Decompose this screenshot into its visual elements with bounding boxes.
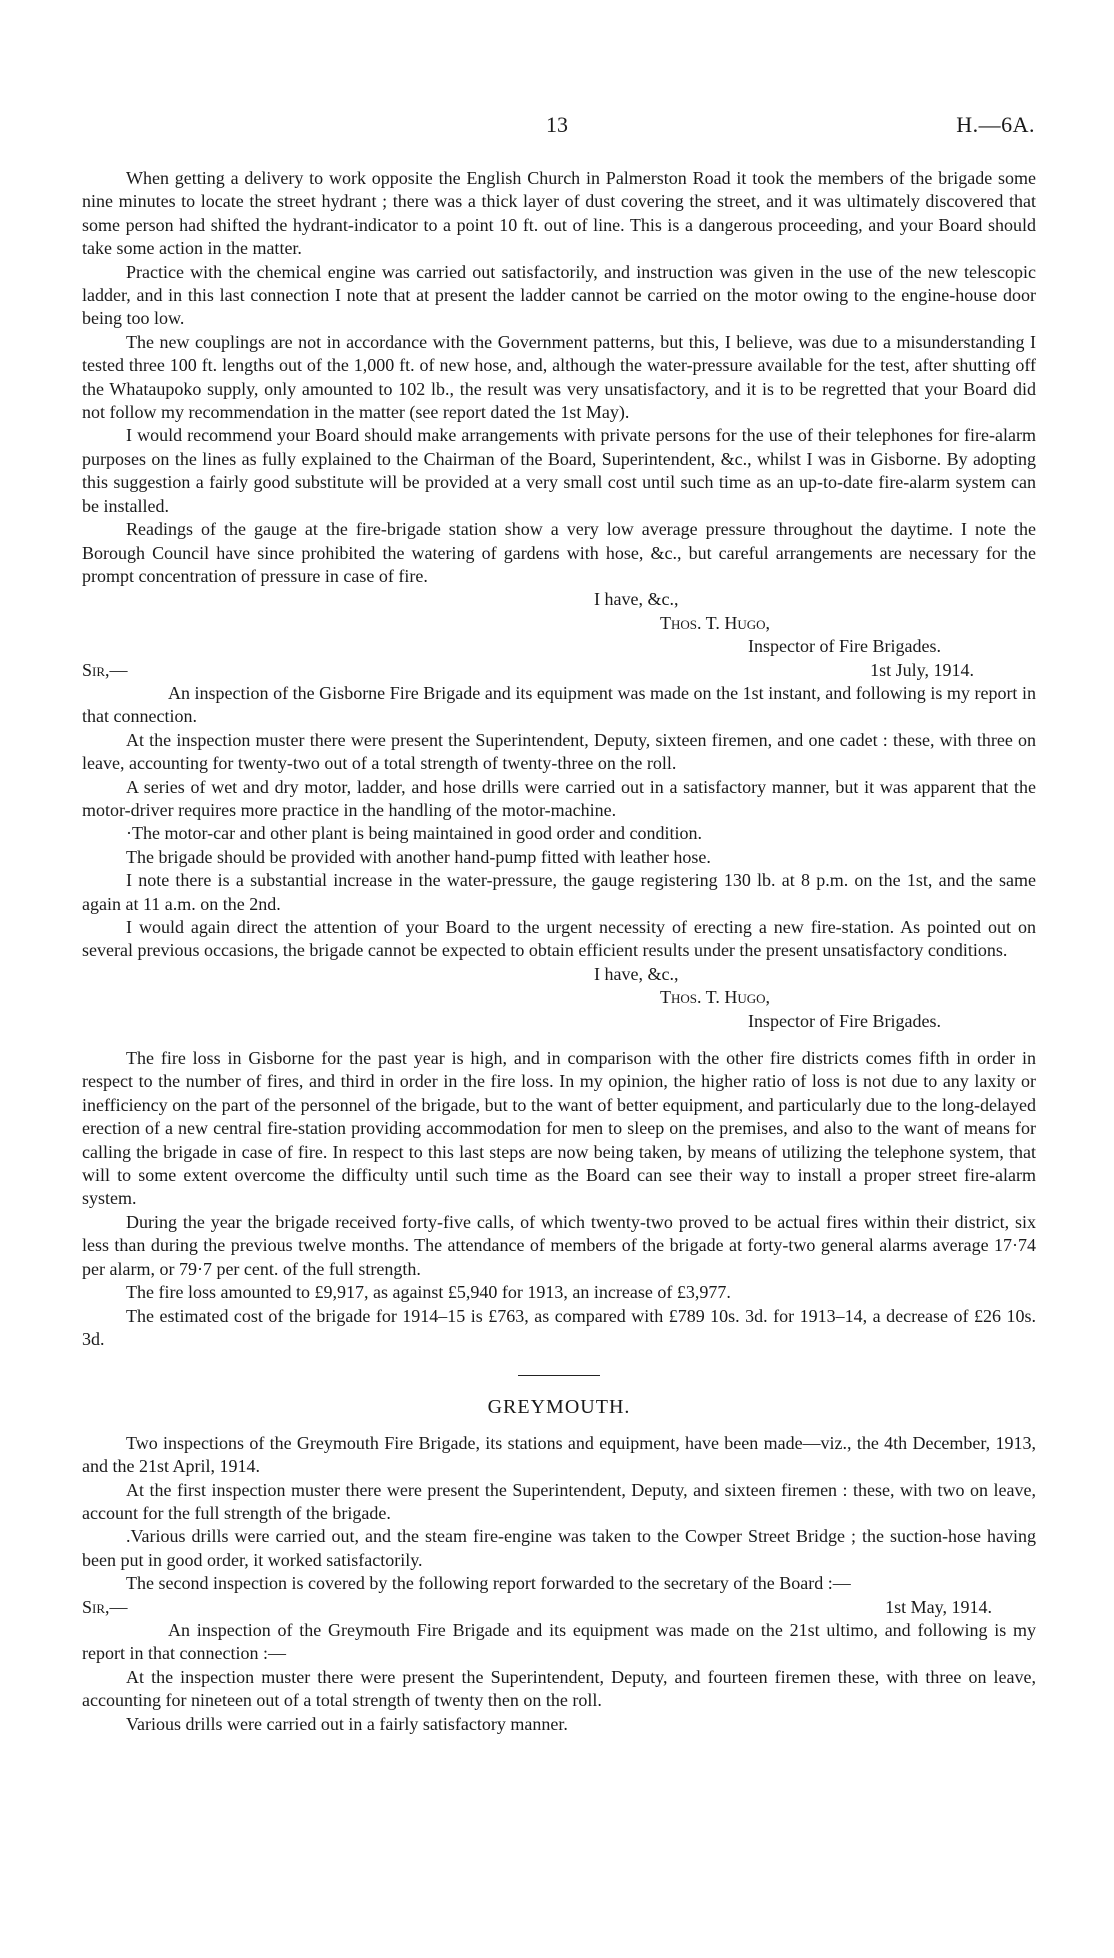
paragraph: I would recommend your Board should make arrangements with private persons for the use of their telephones for fire-alarm purposes on the lines as fully explained to the Chairman of the Board, Superintendent, &c., whilst I was in Gisborne. By adopting this suggestion a fairly good substitute will be provided at a very small cost until such time as an up-to-date fire-alarm system can be installed. <box>82 425 1036 516</box>
paragraph: At the first inspection muster there were present the Superintendent, Deputy, and sixteen firemen : these, with two on leave, account for the full strength of the brigade. <box>82 1479 1036 1523</box>
paragraph: The new couplings are not in accordance with the Government patterns, but this, I believe, was due to a misunderstanding I tested three 100 ft. lengths out of the 1,000 ft. of new hose, and, although the water-pressure available for the test, after shutting off the Whataupoko supply, only amounted to 102 lb., the result was very unsatisfactory, and it is to be regretted that your Board did not follow my recommendation in the matter (see report dated the 1st May). <box>82 331 1036 423</box>
page-header <box>0 112 1114 142</box>
paragraph: A series of wet and dry motor, ladder, and hose drills were carried out in a satisfactory manner, but it was apparent that the motor-driver requires more practice in the handling of the motor-machine. <box>82 776 1036 820</box>
paragraph: Practice with the chemical engine was carried out satisfactorily, and instruction was given in the use of the new telescopic ladder, and in this last connection I note that at present the ladder cannot be carried on the motor owing to the engine-house door being too low. <box>82 261 1036 329</box>
paragraph: .Various drills were carried out, and the steam fire-engine was taken to the Cowper Street Bridge ; the suction-hose having been put in good order, it worked satisfactorily. <box>82 1526 1036 1570</box>
signature-title: Inspector of Fire Brigades. <box>748 1010 941 1031</box>
paragraph: At the inspection muster there were present the Superintendent, Deputy, and fourteen firemen these, with three on leave, accounting for nineteen out of a total strength of twenty then on the roll. <box>82 1666 1036 1711</box>
letter-date: 1st May, 1914. <box>885 1596 992 1617</box>
page-number: 13 <box>546 112 568 137</box>
paragraph: An inspection of the Gisborne Fire Brigade and its equipment was made on the 1st instant, and following is my report in that connection. <box>82 682 1036 727</box>
signature-title: Inspector of Fire Brigades. <box>748 636 941 657</box>
signature-name: Thos. T. Hugo, <box>660 987 770 1008</box>
salutation: Sir,— <box>82 1596 128 1617</box>
document-code: H.—6A. <box>956 112 1035 137</box>
paragraph: Readings of the gauge at the fire-brigade station show a very low average pressure throughout the daytime. I note the Borough Council have since prohibited the watering of gardens with hose, &c., but careful arrangements are necessary for the prompt concentration of pressure in case of fire. <box>82 519 1036 586</box>
paragraph: The estimated cost of the brigade for 1914–15 is £763, as compared with £789 10s. 3d. for 1913–14, a decrease of £26 10s. 3d. <box>82 1305 1036 1349</box>
paragraph: When getting a delivery to work opposite the English Church in Palmerston Road it took the members of the brigade some nine minutes to locate the street hydrant ; there was a thick layer of dust covering the street, and it was ultimately discovered that some person had shifted the hydrant-indicator to a point 10 ft. out of line. This is a dangerous proceeding, and your Board should take some action in the matter. <box>82 168 1036 259</box>
paragraph: I would again direct the attention of your Board to the urgent necessity of erecting a new fire-station. As pointed out on several previous occasions, the brigade cannot be expected to obtain efficient results under the present unsatisfactory conditions. <box>82 917 1036 961</box>
section-divider <box>518 1375 600 1376</box>
paragraph: The fire loss amounted to £9,917, as against £5,940 for 1913, an increase of £3,977. <box>126 1282 731 1303</box>
paragraph: The fire loss in Gisborne for the past year is high, and in comparison with the other fire districts comes fifth in order in respect to the number of fires, and third in order in the fire loss. In my opinion, the higher ratio of loss is not due to any laxity or inefficiency on the part of the personnel of the brigade, but to the want of better equipment, and particularly due to the long-delayed erection of a new central fire-station providing accommodation for men to sleep on the premises, and also to the want of means for calling the brigade in case of fire. In respect to this last steps are now being taken, by means of utilizing the telephone system, that will to some extent overcome the difficulty until such time as the Board can see their way to install a proper street fire-alarm system. <box>82 1048 1036 1209</box>
signature-closing: I have, &c., <box>594 963 679 984</box>
section-heading: GREYMOUTH. <box>487 1396 631 1419</box>
paragraph: Two inspections of the Greymouth Fire Brigade, its stations and equipment, have been made—viz., the 4th December, 1913, and the 21st April, 1914. <box>82 1432 1036 1477</box>
signature-name: Thos. T. Hugo, <box>660 612 770 633</box>
report-body <box>82 167 1036 1736</box>
paragraph: The second inspection is covered by the following report forwarded to the secretary of the Board :— <box>126 1573 851 1594</box>
letter-date: 1st July, 1914. <box>870 659 974 680</box>
paragraph: Various drills were carried out in a fairly satisfactory manner. <box>126 1713 568 1734</box>
salutation: Sir,— <box>82 659 128 680</box>
letter-dateline <box>82 659 1036 682</box>
letter-dateline <box>82 1596 1036 1619</box>
signature-closing: I have, &c., <box>594 589 679 610</box>
paragraph: I note there is a substantial increase in the water-pressure, the gauge registering 130 lb. at 8 p.m. on the 1st, and the same again at 11 a.m. on the 2nd. <box>82 870 1036 914</box>
spacer <box>82 1033 1036 1047</box>
paragraph: An inspection of the Greymouth Fire Brigade and its equipment was made on the 21st ultimo, and following is my report in that connection :— <box>82 1619 1036 1664</box>
paragraph: The brigade should be provided with another hand-pump fitted with leather hose. <box>126 846 711 867</box>
paragraph: ·The motor-car and other plant is being maintained in good order and condition. <box>126 823 702 844</box>
paragraph: During the year the brigade received forty-five calls, of which twenty-two proved to be actual fires within their district, six less than during the previous twelve months. The attendance of members of the brigade at forty-two general alarms average 17·74 per alarm, or 79·7 per cent. of the full strength. <box>82 1211 1036 1279</box>
paragraph: At the inspection muster there were present the Superintendent, Deputy, sixteen firemen, and one cadet : these, with three on leave, accounting for twenty-two out of a total strength of twenty-three on the roll. <box>82 729 1036 774</box>
